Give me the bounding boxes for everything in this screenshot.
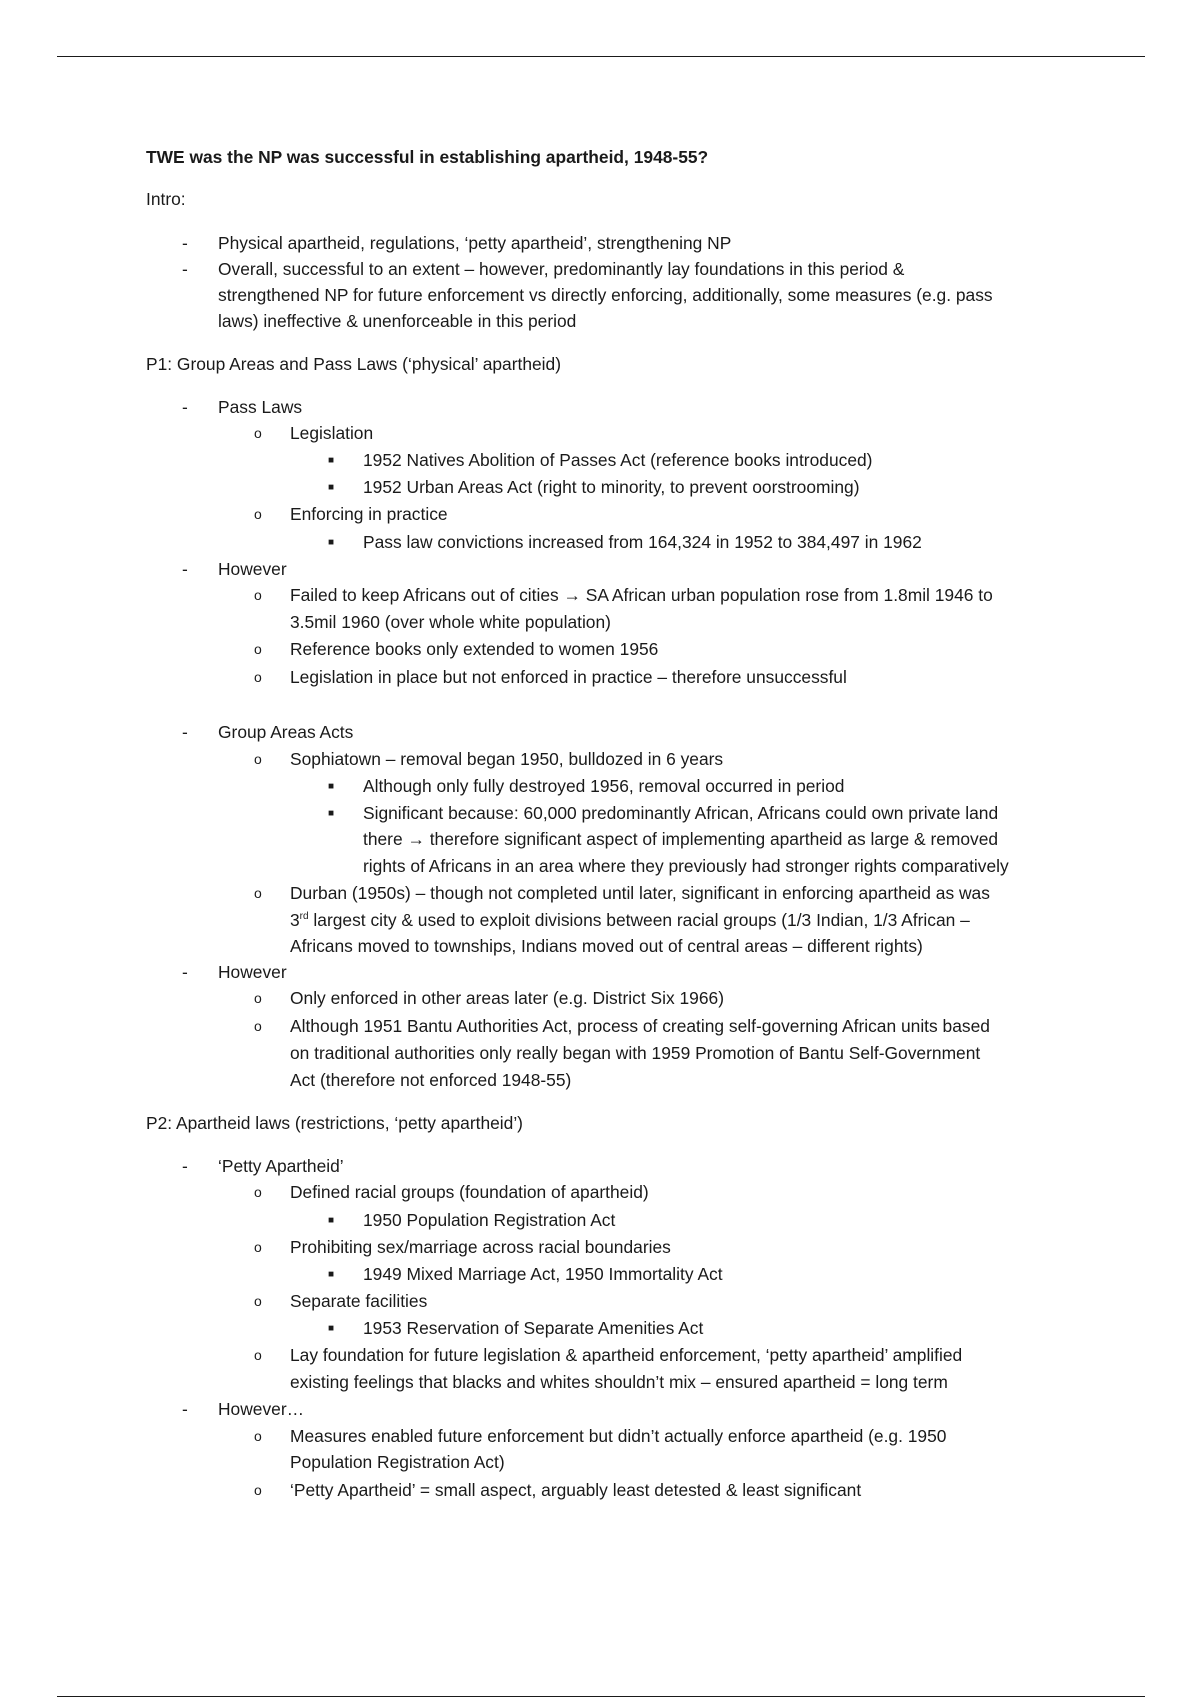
petty-apartheid: ‘Petty Apartheid’ [218, 1156, 344, 1176]
sophiatown: Sophiatown – removal began 1950, bulldozed in 6 years [290, 749, 724, 769]
sophiatown-item-2-line-2: there → therefore significant aspect of implementing apartheid as large & removed [363, 829, 999, 849]
separate-item-1: 1953 Reservation of Separate Amenities Act [363, 1318, 704, 1338]
bullet-square: ■ [328, 1215, 335, 1226]
bullet-circle: o [254, 1184, 262, 1200]
intro-item-2-line-3: laws) ineffective & unenforceable in this period [218, 311, 577, 331]
bullet-square: ■ [328, 455, 335, 466]
legislation-item-2: 1952 Urban Areas Act (right to minority, to prevent oorstrooming) [363, 477, 860, 497]
bullet-circle: o [254, 885, 262, 901]
separate-facilities: Separate facilities [290, 1291, 428, 1311]
however-1-item-b: Reference books only extended to women 1956 [290, 639, 659, 659]
bullet-dash: - [182, 1156, 188, 1176]
bullet-circle: o [254, 1428, 262, 1444]
group-areas-acts: Group Areas Acts [218, 722, 354, 742]
bullet-square: ■ [328, 1323, 335, 1334]
durban-line-1: Durban (1950s) – though not completed until later, significant in enforcing apartheid as was [290, 883, 990, 903]
however-2-item-b-line-1: Although 1951 Bantu Authorities Act, process of creating self-governing African units based [290, 1016, 990, 1036]
legislation: Legislation [290, 423, 374, 443]
bullet-circle: o [254, 425, 262, 441]
bullet-circle: o [254, 751, 262, 767]
enforcing-item-1: Pass law convictions increased from 164,324 in 1952 to 384,497 in 1962 [363, 532, 922, 552]
bullet-dash: - [182, 962, 188, 982]
bullet-dash: - [182, 1399, 188, 1419]
prohibiting-item-1: 1949 Mixed Marriage Act, 1950 Immortality Act [363, 1264, 723, 1284]
bullet-dash: - [182, 259, 188, 279]
bullet-circle: o [254, 587, 262, 603]
sophiatown-item-2-line-1: Significant because: 60,000 predominantly African, Africans could own private land [363, 803, 999, 823]
however-2-item-a: Only enforced in other areas later (e.g. District Six 1966) [290, 988, 724, 1008]
however-1-item-a-line-1: Failed to keep Africans out of cities → SA African urban population rose from 1.8mil 1946 to [290, 585, 993, 605]
bullet-circle: o [254, 1482, 262, 1498]
however-2-item-b-line-2: on traditional authorities only really began with 1959 Promotion of Bantu Self-Government [290, 1043, 981, 1063]
however-2-item-b-line-3: Act (therefore not enforced 1948-55) [290, 1070, 572, 1090]
bullet-square: ■ [328, 781, 335, 792]
however-1: However [218, 559, 287, 579]
bullet-dash: - [182, 233, 188, 253]
bullet-dash: - [182, 397, 188, 417]
document-title: TWE was the NP was successful in establishing apartheid, 1948-55? [146, 147, 709, 167]
prohibiting: Prohibiting sex/marriage across racial boundaries [290, 1237, 671, 1257]
however-3: However… [218, 1399, 305, 1419]
bullet-square: ■ [328, 808, 335, 819]
intro-item-2-line-1: Overall, successful to an extent – however, predominantly lay foundations in this period & [218, 259, 905, 279]
legislation-item-1: 1952 Natives Abolition of Passes Act (reference books introduced) [363, 450, 873, 470]
intro-heading: Intro: [146, 189, 186, 209]
defined-item-1: 1950 Population Registration Act [363, 1210, 616, 1230]
bullet-circle: o [254, 669, 262, 685]
enforcing-in-practice: Enforcing in practice [290, 504, 448, 524]
bullet-square: ■ [328, 537, 335, 548]
lay-foundation-line-1: Lay foundation for future legislation & apartheid enforcement, ‘petty apartheid’ amplified [290, 1345, 963, 1365]
p1-heading: P1: Group Areas and Pass Laws (‘physical’ apartheid) [146, 354, 562, 374]
bullet-dash: - [182, 559, 188, 579]
bullet-circle: o [254, 990, 262, 1006]
however-3-item-a-line-1: Measures enabled future enforcement but didn’t actually enforce apartheid (e.g. 1950 [290, 1426, 947, 1446]
bullet-circle: o [254, 1347, 262, 1363]
durban-line-3: Africans moved to townships, Indians moved out of central areas – different rights) [290, 936, 923, 956]
p2-heading: P2: Apartheid laws (restrictions, ‘petty apartheid’) [146, 1113, 523, 1133]
bullet-square: ■ [328, 1269, 335, 1280]
bullet-square: ■ [328, 482, 335, 493]
bullet-dash: - [182, 722, 188, 742]
bottom-rule [57, 1696, 1145, 1697]
pass-laws: Pass Laws [218, 397, 303, 417]
however-1-item-c: Legislation in place but not enforced in practice – therefore unsuccessful [290, 667, 847, 687]
bullet-circle: o [254, 506, 262, 522]
defined-racial-groups: Defined racial groups (foundation of apartheid) [290, 1182, 649, 1202]
durban-line-2: 3rd largest city & used to exploit divisions between racial groups (1/3 Indian, 1/3 African – [290, 910, 970, 930]
bullet-circle: o [254, 1018, 262, 1034]
intro-item-2-line-2: strengthened NP for future enforcement vs directly enforcing, additionally, some measures (e.g. pass [218, 285, 993, 305]
however-2: However [218, 962, 287, 982]
however-3-item-b: ‘Petty Apartheid’ = small aspect, arguably least detested & least significant [290, 1480, 862, 1500]
sophiatown-item-1: Although only fully destroyed 1956, removal occurred in period [363, 776, 845, 796]
bullet-circle: o [254, 1239, 262, 1255]
bullet-circle: o [254, 641, 262, 657]
lay-foundation-line-2: existing feelings that blacks and whites shouldn’t mix – ensured apartheid = long term [290, 1372, 948, 1392]
intro-item-1: Physical apartheid, regulations, ‘petty apartheid’, strengthening NP [218, 233, 732, 253]
top-rule [57, 56, 1145, 57]
however-1-item-a-line-2: 3.5mil 1960 (over whole white population) [290, 612, 611, 632]
however-3-item-a-line-2: Population Registration Act) [290, 1452, 505, 1472]
sophiatown-item-2-line-3: rights of Africans in an area where they previously had stronger rights comparatively [363, 856, 1009, 876]
bullet-circle: o [254, 1293, 262, 1309]
